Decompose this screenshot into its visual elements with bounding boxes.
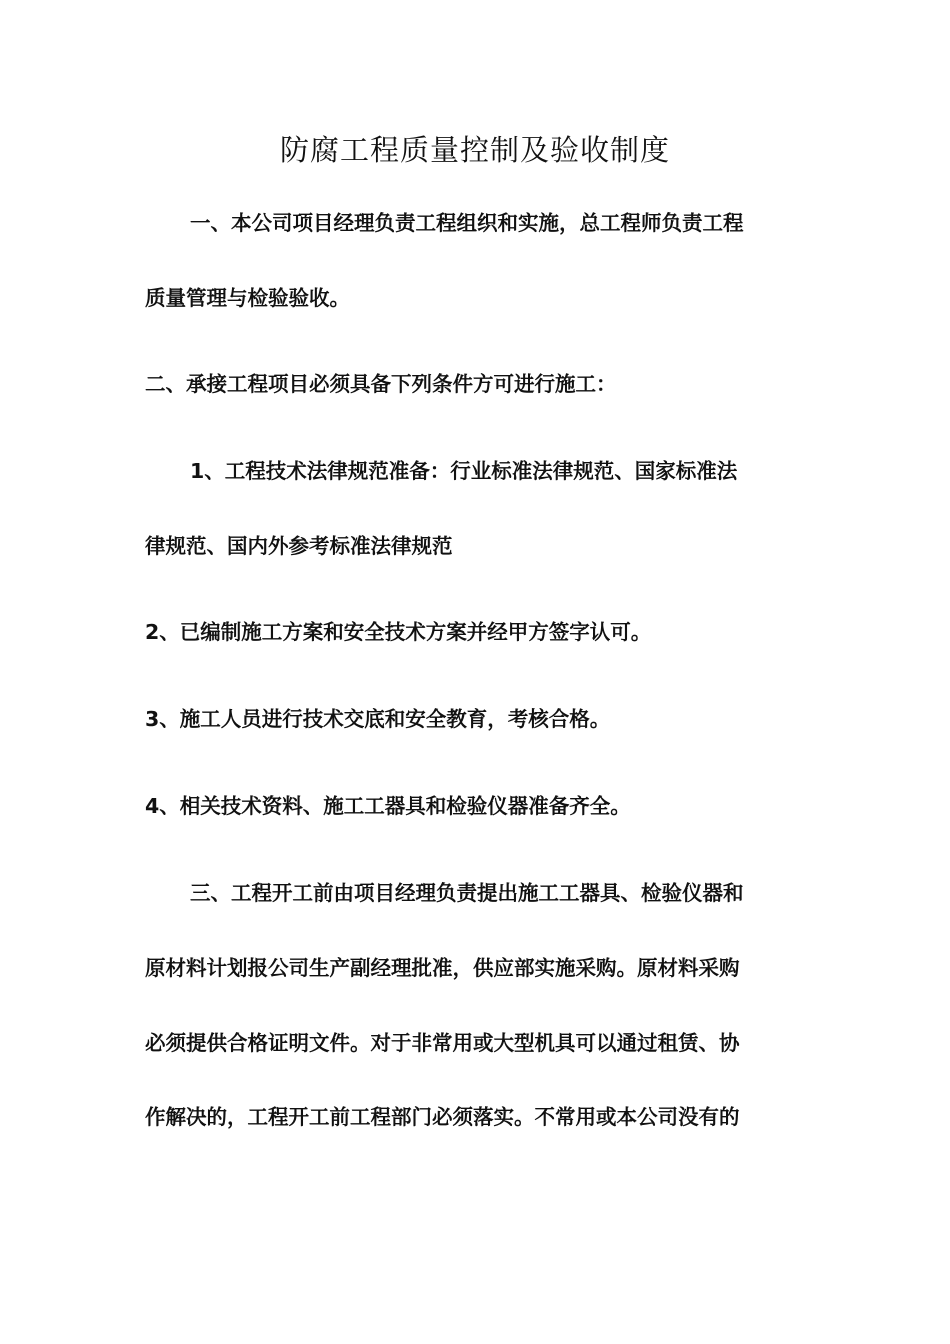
list-item-1-line-2: 律规范、国内外参考标准法律规范 <box>145 534 453 558</box>
list-item-1-line-1: 1、工程技术法律规范准备：行业标准法律规范、国家标准法 <box>190 459 738 483</box>
list-item-4: 4、相关技术资料、施工工器具和检验仪器准备齐全。 <box>145 794 631 818</box>
paragraph-3-line-2: 原材料计划报公司生产副经理批准，供应部实施采购。原材料采购 <box>145 956 740 980</box>
paragraph-3-line-1: 三、工程开工前由项目经理负责提出施工工器具、检验仪器和 <box>190 881 744 905</box>
paragraph-3-line-4: 作解决的，工程开工前工程部门必须落实。不常用或本公司没有的 <box>145 1105 740 1129</box>
paragraph-3-line-3: 必须提供合格证明文件。对于非常用或大型机具可以通过租赁、协 <box>145 1031 740 1055</box>
section-heading-2: 二、承接工程项目必须具备下列条件方可进行施工： <box>145 372 617 396</box>
list-item-2: 2、已编制施工方案和安全技术方案并经甲方签字认可。 <box>145 620 652 644</box>
document-title: 防腐工程质量控制及验收制度 <box>279 133 670 167</box>
paragraph-line-1: 一、本公司项目经理负责工程组织和实施，总工程师负责工程 <box>190 211 744 235</box>
paragraph-line-2: 质量管理与检验验收。 <box>145 286 350 310</box>
list-item-3: 3、施工人员进行技术交底和安全教育，考核合格。 <box>145 707 611 731</box>
